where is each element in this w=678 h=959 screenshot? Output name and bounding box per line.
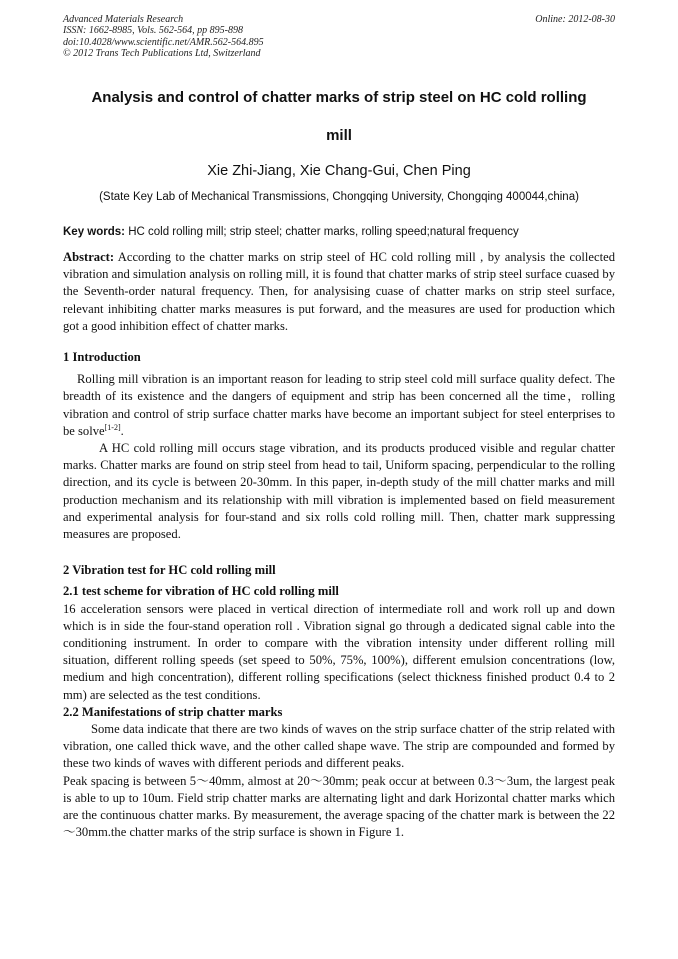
journal-issn: ISSN: 1662-8985, Vols. 562-564, pp 895-898 xyxy=(63,25,243,37)
abstract xyxy=(63,249,615,335)
journal-info xyxy=(63,14,264,59)
intro-paragraph-1-end: . xyxy=(120,423,124,438)
subsection-2-2-heading: 2.2 Manifestations of strip chatter marks xyxy=(63,704,283,719)
subsection-2-1-paragraph: 16 acceleration sensors were placed in vertical direction of intermediate roll and work roll up and down which is in side the four-stand operation roll . Vibration signal go through a dedicated signal cable into the conditioning instrument. In order to compare with the vibration intensity under different rolling mill situation, different rolling speeds (set speed to 50%, 75%, 100%), different emulsion concentrations (low, medium and high concentration), different rolling specifications (select thickness finished product 0.4 to 2 mm) are selected as the test conditions. xyxy=(63,601,615,702)
paper-title-line-1: Analysis and control of chatter marks of strip steel on HC cold rolling xyxy=(91,89,587,106)
journal-name: Advanced Materials Research xyxy=(63,14,184,25)
journal-copyright: © 2012 Trans Tech Publications Ltd, Switzerland xyxy=(63,47,261,59)
journal-doi: doi:10.4028/www.scientific.net/AMR.562-564.895 xyxy=(63,36,264,48)
paper-title-line-2: mill xyxy=(326,127,352,144)
keywords xyxy=(63,224,615,240)
online-date: Online: 2012-08-30 xyxy=(535,14,615,25)
abstract-text: According to the chatter marks on strip steel of HC cold rolling mill , by analysis the collected vibration and simulation analysis on rolling mill, it is found that chatter marks of strip steel surface cuased by the Seventh-order natural frequency. Then, for analysising cuase of chatter marks on strip steel surface, relevant inhibiting chatter marks measures is put forward, and the measures are used for production which got a good inhibition effect of chatter marks. xyxy=(63,250,615,333)
paper-title xyxy=(63,79,615,155)
citation-1-2: [1-2] xyxy=(104,422,121,432)
subsection-2-1-heading: 2.1 test scheme for vibration of HC cold rolling mill xyxy=(63,584,339,599)
intro-paragraph-1 xyxy=(63,371,615,440)
paper-page xyxy=(63,14,615,842)
authors: Xie Zhi-Jiang, Xie Chang-Gui, Chen Ping xyxy=(207,163,471,179)
abstract-label: Abstract: xyxy=(63,250,115,264)
journal-header xyxy=(63,14,615,66)
section-2-heading: 2 Vibration test for HC cold rolling mill xyxy=(63,563,276,578)
keywords-text: HC cold rolling mill; strip steel; chatter marks, rolling speed;natural frequency xyxy=(125,226,519,238)
keywords-label: Key words: xyxy=(63,226,125,238)
intro-paragraph-2: A HC cold rolling mill occurs stage vibration, and its products produced visible and regular chatter marks. Chatter marks are found on strip steel from head to tail, Uniform spacing, perpendicular to the rolling direction, and its cycle is between 20-30mm. In this paper, in-depth study of the mill chatter marks and mill production mechanism and its relationship with mill vibration is implemented based on field measurement and experimental analysis for four-stand and six rolls cold rolling mill. Then, chatter mark suppressing measures are proposed. xyxy=(63,441,615,542)
section-1-heading: 1 Introduction xyxy=(63,350,141,365)
intro-paragraph-1-text: Rolling mill vibration is an important reason for leading to strip steel cold mill surface quality defect. The breadth of its existence and the dangers of equipment and strip has been concerned all the time，rolling vibration and control of strip surface chatter marks have become an important subject for steel enterprises to be solve xyxy=(63,372,615,438)
affiliation: (State Key Lab of Mechanical Transmissions, Chongqing University, Chongqing 400044,china) xyxy=(99,191,579,203)
subsection-2-2-paragraph-2: Peak spacing is between 5～40mm, almost at 20～30mm; peak occur at between 0.3～3um, the largest peak is able to up to 10um. Field strip chatter marks are alternating light and dark Horizontal chatter marks which are the continuous chatter marks. By measurement, the average spacing of the chatter mark is between the 22～30mm.the chatter marks of the strip surface is shown in Figure 1. xyxy=(63,773,615,840)
subsection-2-2-paragraph-1: Some data indicate that there are two kinds of waves on the strip surface chatter of the strip related with vibration, one called thick wave, and the other called shape wave. The strip are compounded and formed by these two kinds of waves with different periods and different peaks. xyxy=(63,722,615,771)
